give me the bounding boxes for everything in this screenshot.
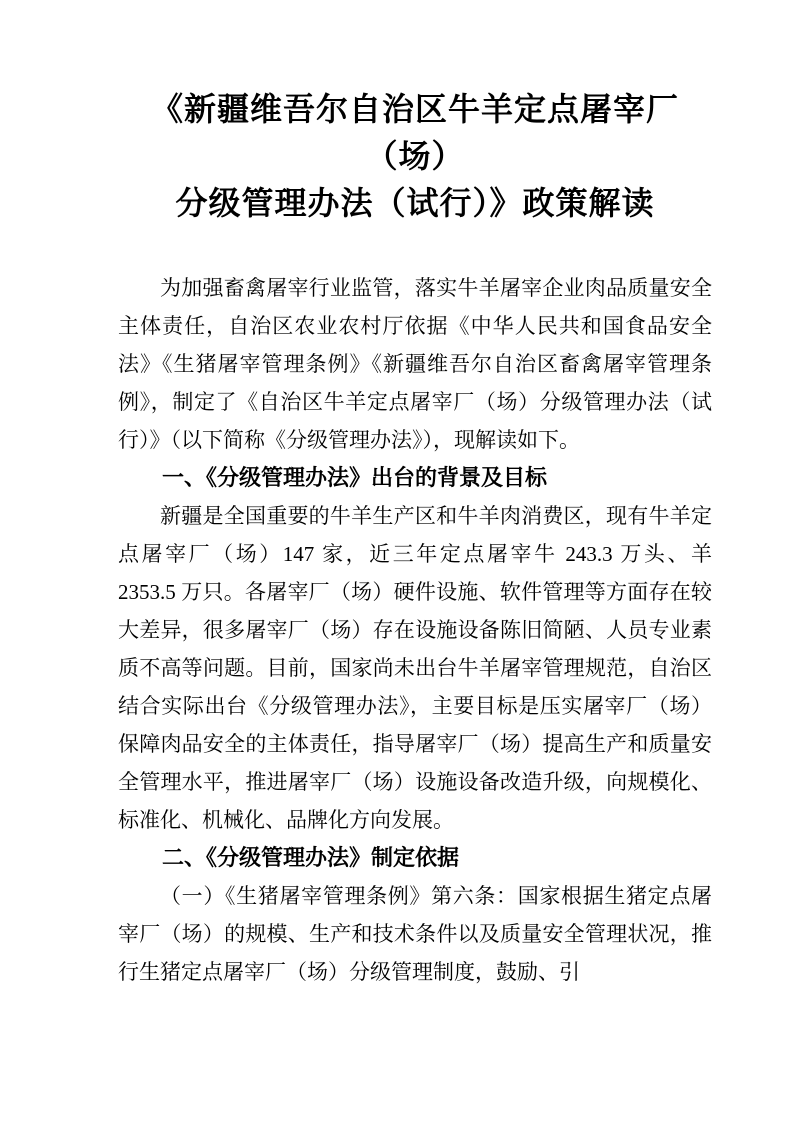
document-content bbox=[118, 86, 712, 991]
section-heading-2: 二、《分级管理办法》制定依据 bbox=[162, 845, 460, 870]
document-body bbox=[118, 269, 712, 991]
document-title-line-2: 分级管理办法（试行）》政策解读 bbox=[175, 185, 655, 221]
document-title bbox=[118, 86, 712, 227]
document-title-line-1: 《新疆维吾尔自治区牛羊定点屠宰厂（场） bbox=[150, 91, 679, 174]
section-heading-1: 一、《分级管理办法》出台的背景及目标 bbox=[162, 465, 548, 490]
paragraph-background: 新疆是全国重要的牛羊生产区和牛羊肉消费区，现有牛羊定点屠宰厂（场）147 家，近三年定点屠宰牛 243.3 万头、羊 2353.5 万只。各屠宰厂（场）硬件设施、软件管理等方面存在较大差异，很多屠宰厂（场）存在设施设备陈旧简陋、人员专业素质不高等问题。目前，国家尚未出台牛羊屠宰管理规范，自治区结合实际出台《分级管理办法》，主要目标是压实屠宰厂（场）保障肉品安全的主体责任，指导屠宰厂（场）提高生产和质量安全管理水平，推进屠宰厂（场）设施设备改造升级，向规模化、标准化、机械化、品牌化方向发展。 bbox=[118, 504, 712, 832]
paragraph-intro: 为加强畜禽屠宰行业监管，落实牛羊屠宰企业肉品质量安全主体责任，自治区农业农村厅依据《中华人民共和国食品安全法》《生猪屠宰管理条例》《新疆维吾尔自治区畜禽屠宰管理条例》，制定了《自治区牛羊定点屠宰厂（场）分级管理办法（试行）》（以下简称《分级管理办法》），现解读如下。 bbox=[118, 276, 712, 452]
paragraph-basis: （一）《生猪屠宰管理条例》第六条：国家根据生猪定点屠宰厂（场）的规模、生产和技术条件以及质量安全管理状况，推行生猪定点屠宰厂（场）分级管理制度，鼓励、引 bbox=[118, 884, 712, 984]
